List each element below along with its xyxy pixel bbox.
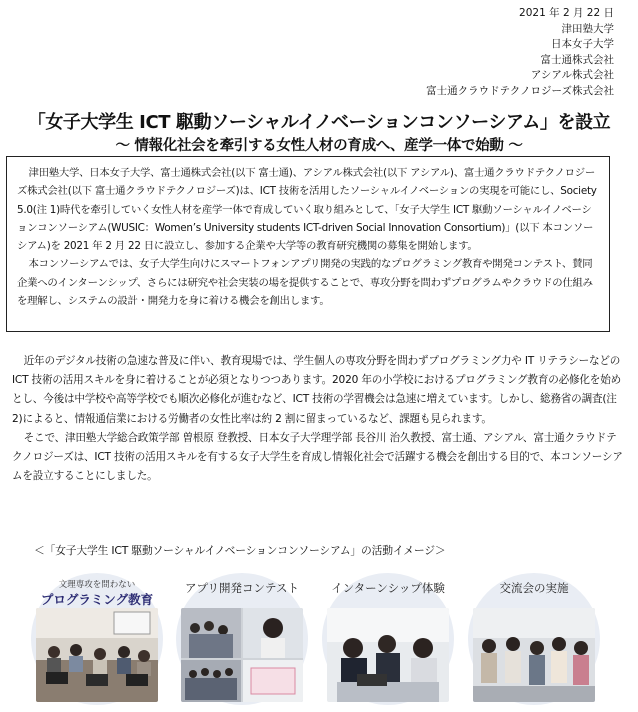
org-name: アシアル株式会社	[530, 69, 614, 81]
org-name: 富士通クラウドテクノロジーズ株式会社	[426, 84, 614, 97]
org-name: 日本女子大学	[551, 38, 614, 50]
activity-sublabel: 文理専攻を問わない	[58, 580, 136, 590]
org-name: 津田塾大学	[561, 22, 614, 35]
summary-box	[6, 156, 610, 332]
body-paragraph: 近年のデジタル技術の急速な普及に伴い、教育現場では、学生個人の専攻分野を問わずプログラミング力や IT リテラシーなどの ICT 技術の活用スキルを身に着けることが必須となりつつあります。2020 年の小学校におけるプログラミング教育の必修化を始めとし、今後は中学校や高等学校でも順次必修化が進むなど、ICT 技術の学習機会は急速に増えています。しかし、総務省の調査(注 2)によると、情報通信業における労働者の女性比率は約 2 割に留まっているなど、課題も見られます。	[12, 355, 621, 425]
networking-photo	[473, 608, 595, 702]
activity-networking	[467, 572, 601, 706]
activity-label: アプリ開発コンテスト	[184, 581, 300, 595]
activity-label: 交流会の実施	[499, 581, 569, 595]
internship-photo	[327, 608, 449, 702]
figure-caption: ＜「女子大学生 ICT 駆動ソーシャルイノベーションコンソーシアム」の活動イメージ＞	[34, 544, 446, 557]
body-paragraph: そこで、津田塾大学総合政策学部 曽根原 登教授、日本女子大学理学部 長谷川 治久教授、富士通、アシアル、富士通クラウドテクノロジーズは、ICT 技術の活用スキルを有する女子大学生を育成し情報化社会で活躍する機会を創出する目的で、本コンソーシアムを設立することにしました。	[12, 431, 623, 483]
summary-paragraph: 津田塾大学、日本女子大学、富士通株式会社(以下 富士通)、アシアル株式会社(以下 アシアル)、富士通クラウドテクノロジーズ株式会社(以下 富士通クラウドテクノロジーズ)は、ICT 技術を活用したソーシャルイノベーションの実現を可能にし、Society 5.0(注 1)時代を牽引していく女性人材を産学一体で育成していく取り組みとして、「女子大学生 ICT 駆動ソーシャルイノベーションコンソーシアム(WUSIC：Women’s University students ICT-driven Social Innovation Consortium)」(以下 本コンソーシアム)を 2021 年 2 月 22 日に設立し、参加する企業や大学等の教育研究機関の募集を開始します。	[17, 167, 597, 253]
summary-paragraph: 本コンソーシアムでは、女子大学生向けにスマートフォンアプリ開発の実践的なプログラミング教育や開発コンテスト、賛同企業へのインターンシップ、さらには研究や社会実装の場を提供することで、専攻分野を問わずプログラムやクラウドの仕組みを理解し、システムの設計・開発力を身に着ける機会を創出します。	[17, 258, 593, 308]
release-date: 2021 年 2 月 22 日	[519, 7, 614, 19]
activity-label: プログラミング教育	[40, 592, 154, 607]
activity-label: インターンシップ体験	[331, 581, 445, 595]
body-text	[12, 352, 624, 486]
header-meta	[426, 6, 614, 99]
activity-programming	[30, 572, 164, 706]
classroom-photo	[36, 608, 158, 702]
activity-contest	[175, 572, 309, 706]
org-name: 富士通株式会社	[540, 53, 614, 66]
contest-photo	[181, 608, 303, 702]
page-subtitle: ～ 情報化社会を牽引する女性人材の育成へ、産学一体で始動 ～	[115, 138, 523, 154]
page-title: 「女子大学生 ICT 駆動ソーシャルイノベーションコンソーシアム」を設立	[27, 112, 611, 133]
activity-internship	[321, 572, 455, 706]
